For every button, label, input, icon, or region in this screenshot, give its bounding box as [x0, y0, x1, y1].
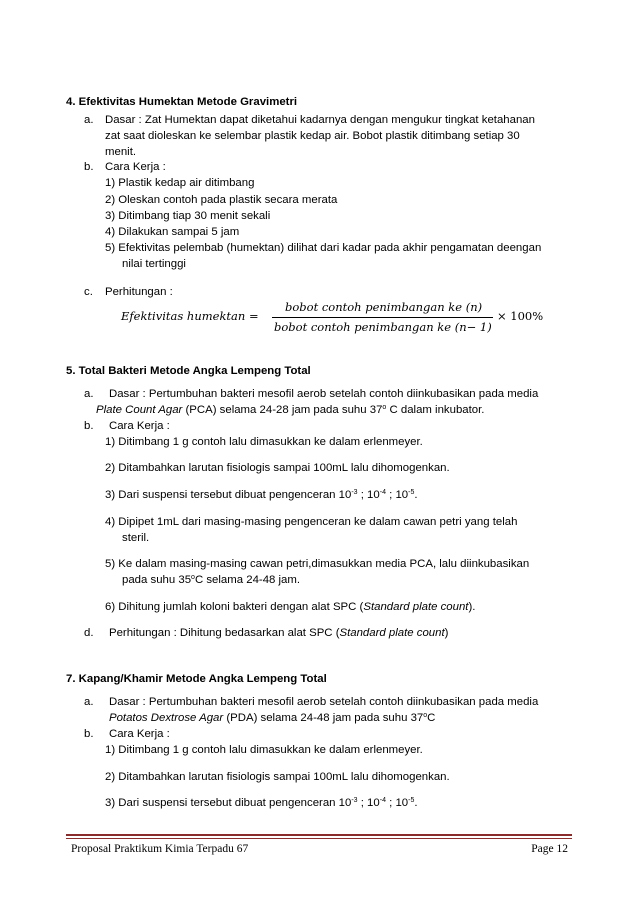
- section-7-a-line2: Potatos Dextrose Agar (PDA) selama 24-48 jam pada suhu 37$^o$C: [109, 712, 436, 724]
- section-7-b-step-2: 2) Ditambahkan larutan fisiologis sampai 100mL lalu dihomogenkan.: [105, 771, 450, 783]
- section-5-d-label: d.: [84, 627, 94, 639]
- section-5-a-line2: Plate Count Agar (PCA) selama 24-28 jam pada suhu 37$^o$ C dalam inkubator.: [96, 404, 485, 416]
- section-4-b-step-4: 4) Dilakukan sampai 5 jam: [105, 226, 240, 238]
- formula-denominator: bobot contoh penimbangan ke (n− 1): [274, 320, 492, 334]
- section-5-heading: 5. Total Bakteri Metode Angka Lempeng Total: [66, 365, 311, 377]
- section-5-b-step-6: 6) Dihitung jumlah koloni bakteri dengan alat SPC (Standard plate count).: [105, 601, 476, 613]
- formula-lhs: Efektivitas humektan =: [121, 309, 259, 323]
- section-5-a-label: a.: [84, 388, 94, 400]
- section-7-b-text: Cara Kerja :: [109, 728, 170, 740]
- section-7-b-label: b.: [84, 728, 94, 740]
- section-4-b-step-3: 3) Ditimbang tiap 30 menit sekali: [105, 210, 271, 222]
- section-5-b-step-1: 1) Ditimbang 1 g contoh lalu dimasukkan ke dalam erlenmeyer.: [105, 436, 423, 448]
- section-7-a-media: Potatos Dextrose Agar: [109, 712, 224, 724]
- section-5-b-step-4-line1: 4) Dipipet 1mL dari masing-masing pengenceran ke dalam cawan petri yang telah: [105, 516, 518, 528]
- section-5-d-text: Perhitungan : Dihitung bedasarkan alat SPC (Standard plate count): [109, 627, 449, 639]
- section-5-b-label: b.: [84, 420, 94, 432]
- section-7-a-label: a.: [84, 696, 94, 708]
- section-5-a-media: Plate Count Agar: [96, 404, 183, 416]
- section-4-a-line3: menit.: [105, 146, 137, 158]
- section-4-a-label: a.: [84, 114, 94, 126]
- section-5-b-step-4-line2: steril.: [122, 532, 150, 544]
- section-4-b-step-5: 5) Efektivitas pelembab (humektan) dilihat dari kadar pada akhir pengamatan deengan: [105, 242, 542, 254]
- section-4-a-line2: zat saat dioleskan ke selembar plastik kedap air. Bobot plastik ditimbang setiap 30: [105, 130, 520, 142]
- section-4-b-label: b.: [84, 161, 94, 173]
- section-7-heading: 7. Kapang/Khamir Metode Angka Lempeng Total: [66, 673, 327, 685]
- footer-rule-thick: [66, 834, 572, 836]
- section-5-b-text: Cara Kerja :: [109, 420, 170, 432]
- section-4-a-line1: Dasar : Zat Humektan dapat diketahui kadarnya dengan mengukur tingkat ketahanan: [105, 114, 535, 126]
- section-4-b-step-2: 2) Oleskan contoh pada plastik secara merata: [105, 194, 338, 206]
- formula-numerator: bobot contoh penimbangan ke (n): [285, 300, 483, 314]
- formula-fraction-bar: [272, 317, 493, 318]
- section-5-b-step-3: 3) Dari suspensi tersebut dibuat pengenceran $10^{-3}$ ; $10^{-4}$ ; $10^{-5}$.: [105, 489, 418, 501]
- footer-rule-thin: [66, 838, 572, 839]
- section-5-b-step-2: 2) Ditambahkan larutan fisiologis sampai 100mL lalu dihomogenkan.: [105, 462, 450, 474]
- section-7-b-step-1: 1) Ditimbang 1 g contoh lalu dimasukkan ke dalam erlenmeyer.: [105, 744, 423, 756]
- section-4-c-text: Perhitungan :: [105, 286, 173, 298]
- section-4-b-step-1: 1) Plastik kedap air ditimbang: [105, 177, 255, 189]
- section-7-a-line1: Dasar : Pertumbuhan bakteri mesofil aerob setelah contoh diinkubasikan pada media: [109, 696, 539, 708]
- section-4-heading: 4. Efektivitas Humektan Metode Gravimetri: [66, 96, 298, 108]
- section-5-b-step-5-line1: 5) Ke dalam masing-masing cawan petri,dimasukkan media PCA, lalu diinkubasikan: [105, 558, 530, 570]
- footer-page-number: Page 12: [531, 843, 568, 855]
- section-5-b-step-5-line2: pada suhu 35$^o$C selama 24-48 jam.: [122, 574, 301, 586]
- section-5-a-line1: Dasar : Pertumbuhan bakteri mesofil aerob setelah contoh diinkubasikan pada media: [109, 388, 539, 400]
- footer-title: Proposal Praktikum Kimia Terpadu 67: [71, 843, 249, 855]
- formula-rhs: × 100%: [497, 309, 544, 323]
- section-4-b-text: Cara Kerja :: [105, 161, 166, 173]
- section-4-b-step-5-cont: nilai tertinggi: [122, 258, 186, 270]
- section-7-b-step-3: 3) Dari suspensi tersebut dibuat pengenceran $10^{-3}$ ; $10^{-4}$ ; $10^{-5}$.: [105, 797, 418, 809]
- section-4-c-label: c.: [84, 286, 93, 298]
